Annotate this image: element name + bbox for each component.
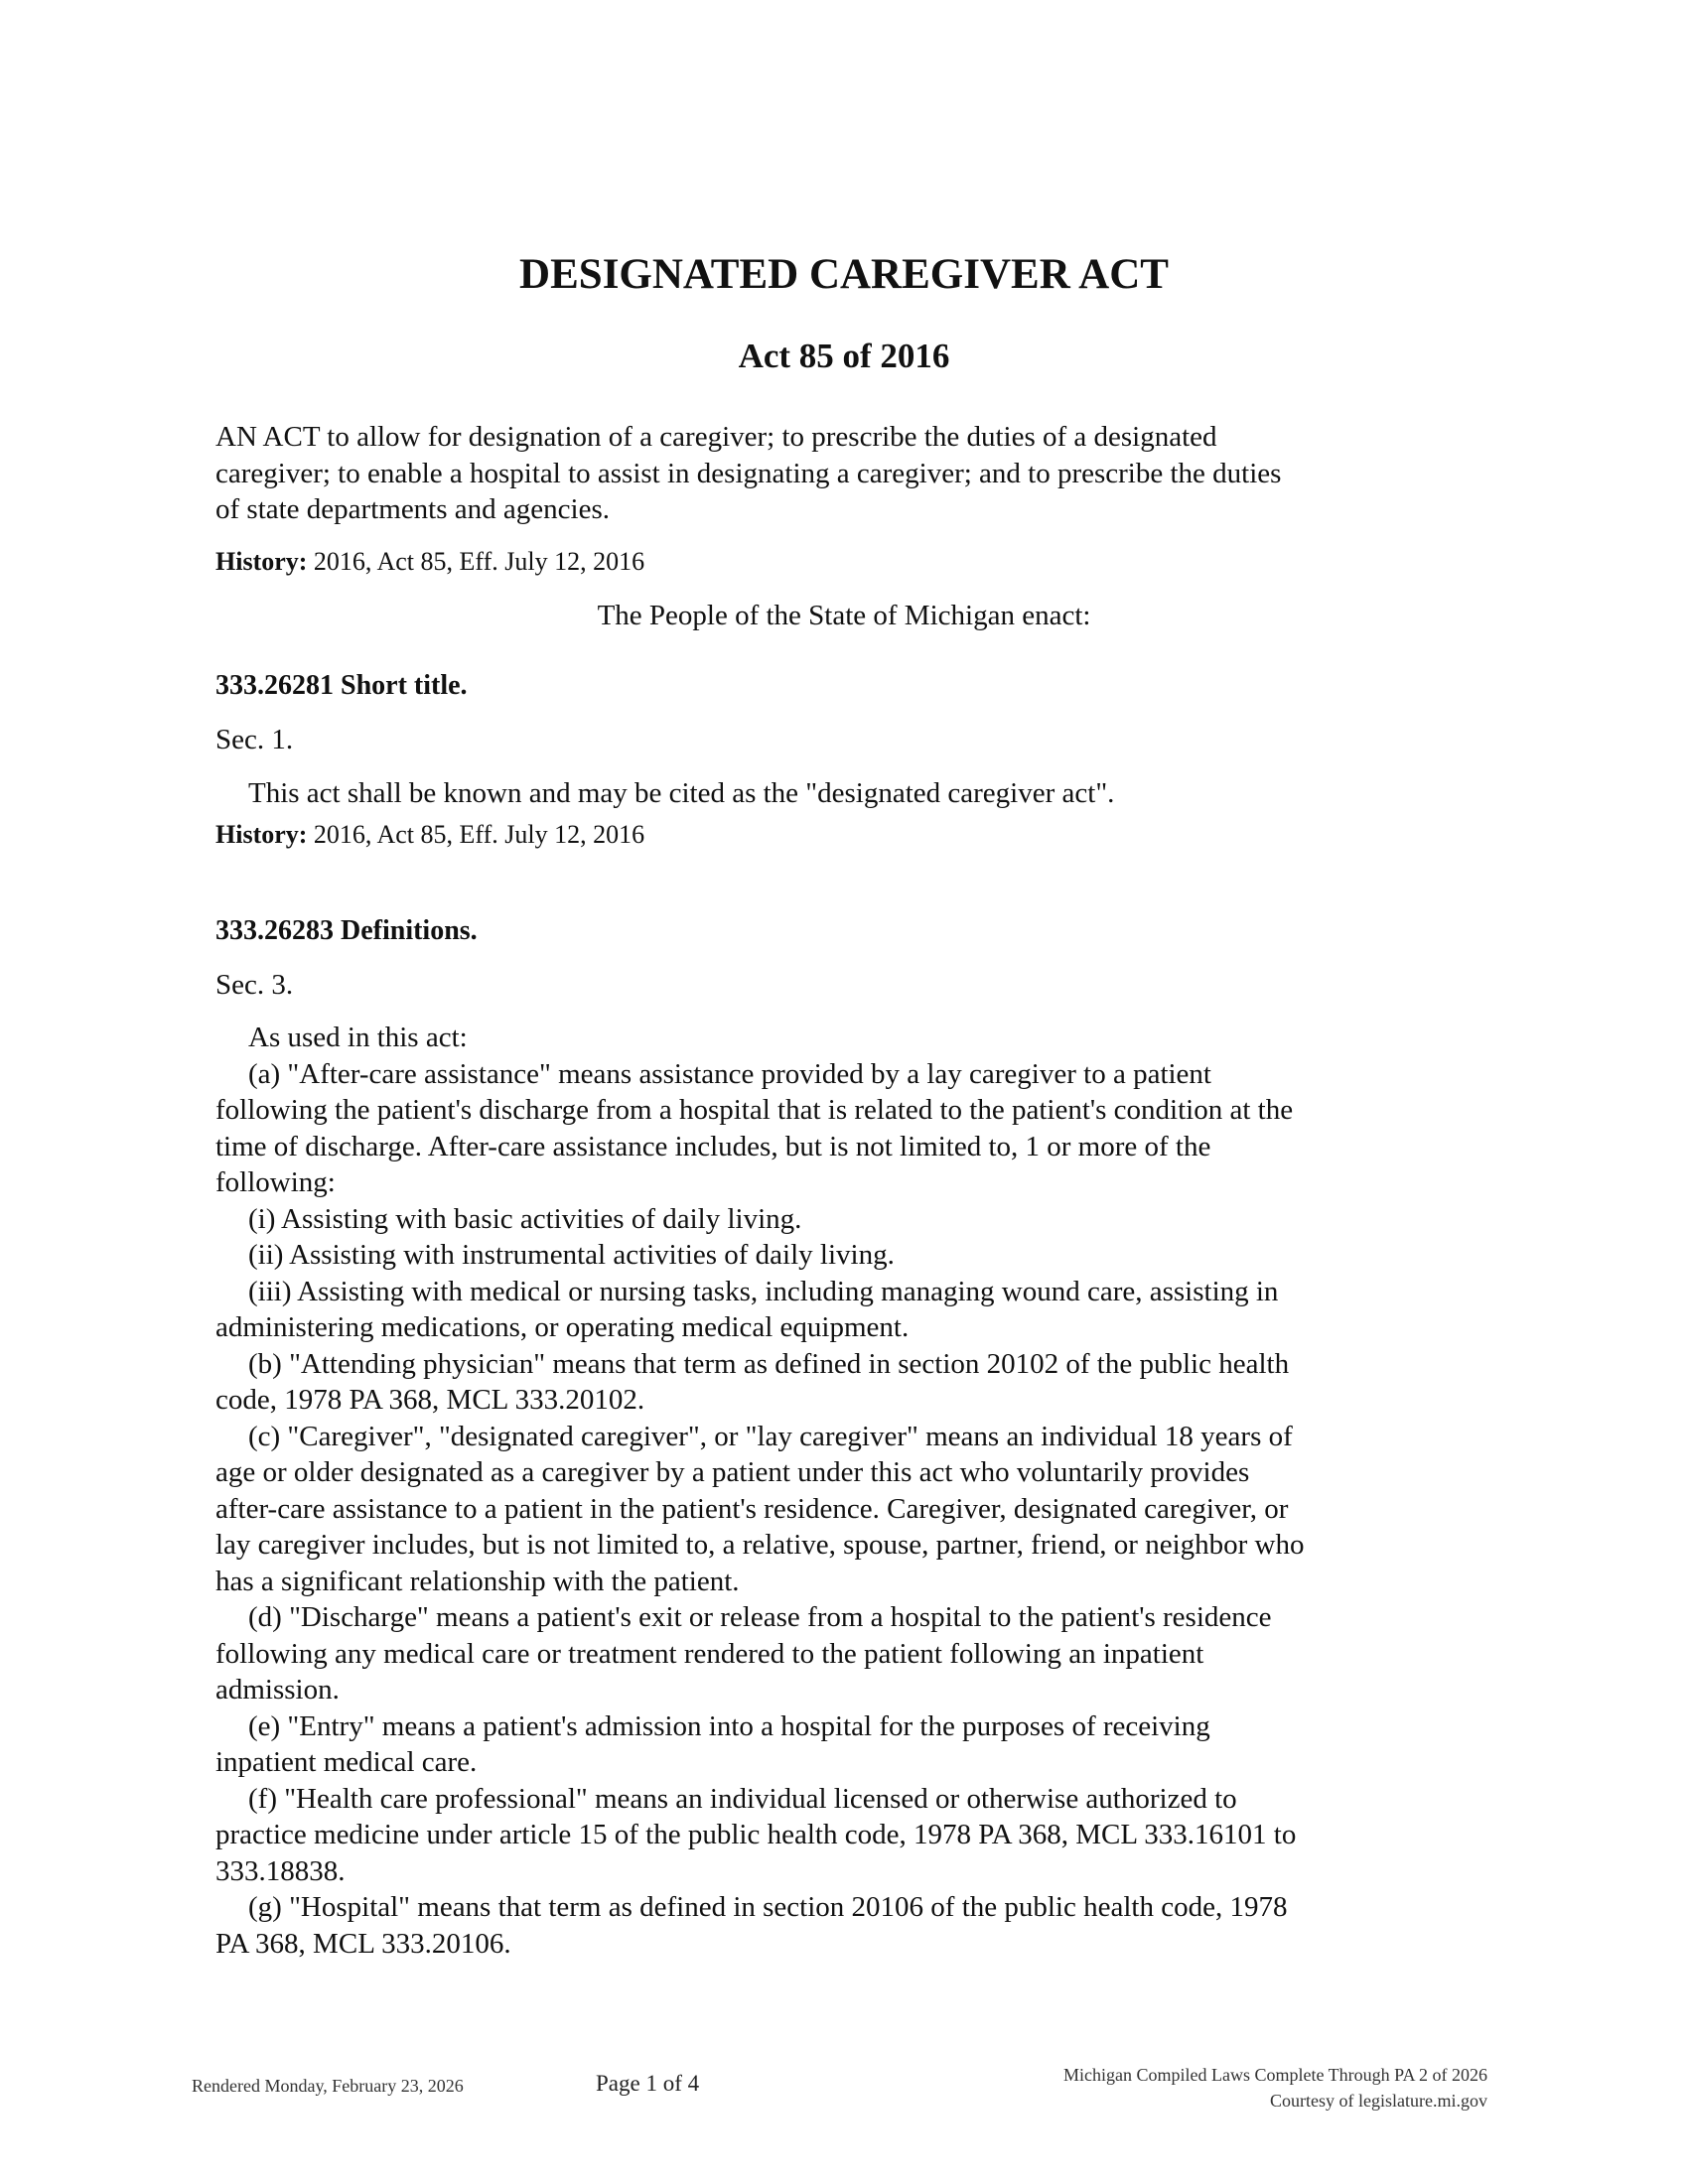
definition-text-line: admission. bbox=[215, 1674, 340, 1706]
history-text: 2016, Act 85, Eff. July 12, 2016 bbox=[307, 547, 645, 576]
definition-text-line: (a) "After-care assistance" means assistance provided by a lay caregiver to a patient bbox=[248, 1057, 1211, 1090]
history-label: History: bbox=[215, 820, 308, 849]
definition-text-line: code, 1978 PA 368, MCL 333.20102. bbox=[215, 1384, 645, 1416]
section-1-history bbox=[215, 819, 644, 851]
definition-text-line: (c) "Caregiver", "designated caregiver", or "lay caregiver" means an individual 18 years of bbox=[248, 1420, 1293, 1452]
definitions-body bbox=[215, 1020, 1496, 1962]
definition-text-line: lay caregiver includes, but is not limited to, a relative, spouse, partner, friend, or neighbor who bbox=[215, 1529, 1305, 1561]
definition-text-line: (g) "Hospital" means that term as defined in section 20106 of the public health code, 1978 bbox=[248, 1891, 1288, 1923]
definition-text-line: age or older designated as a caregiver by a patient under this act who voluntarily provides bbox=[215, 1456, 1250, 1488]
compiled-through: Michigan Compiled Laws Complete Through PA 2 of 2026 bbox=[1063, 2065, 1487, 2085]
definition-text-line: practice medicine under article 15 of the public health code, 1978 PA 368, MCL 333.16101 to bbox=[215, 1819, 1297, 1850]
section-label: Sec. 1. bbox=[215, 724, 294, 755]
page-number: Page 1 of 4 bbox=[596, 2071, 700, 2096]
definition-text-line: time of discharge. After-care assistance includes, but is not limited to, 1 or more of the bbox=[215, 1130, 1211, 1162]
history-text: 2016, Act 85, Eff. July 12, 2016 bbox=[307, 820, 645, 849]
definition-text-line: (b) "Attending physician" means that term as defined in section 20102 of the public health bbox=[248, 1347, 1290, 1380]
definition-text-line: following the patient's discharge from a hospital that is related to the patient's condition at the bbox=[215, 1094, 1294, 1126]
definition-text-line: (d) "Discharge" means a patient's exit or release from a hospital to the patient's residence bbox=[248, 1601, 1272, 1633]
footer-source bbox=[1063, 2062, 1487, 2114]
definition-text-line: (ii) Assisting with instrumental activities of daily living. bbox=[248, 1239, 895, 1271]
section-label: Sec. 3. bbox=[215, 969, 294, 1001]
section-heading-short-title: 333.26281 Short title. bbox=[215, 670, 468, 701]
definition-text-line: As used in this act: bbox=[248, 1022, 468, 1053]
definition-text-line: inpatient medical care. bbox=[215, 1746, 478, 1778]
history-label: History: bbox=[215, 547, 308, 576]
definition-text-line: PA 368, MCL 333.20106. bbox=[215, 1927, 511, 1960]
section-text-line: This act shall be known and may be cited as the "designated caregiver act". bbox=[248, 777, 1115, 809]
enacting-clause: The People of the State of Michigan enact: bbox=[597, 600, 1091, 631]
definition-text-line: has a significant relationship with the patient. bbox=[215, 1565, 740, 1597]
definition-text-line: (f) "Health care professional" means an individual licensed or otherwise authorized to bbox=[248, 1782, 1237, 1815]
act-number: Act 85 of 2016 bbox=[738, 337, 950, 375]
section-1-body bbox=[215, 775, 1496, 812]
rendered-date: Rendered Monday, February 23, 2026 bbox=[192, 2076, 464, 2096]
preamble-line: AN ACT to allow for designation of a caregiver; to prescribe the duties of a designated bbox=[215, 421, 1217, 453]
definition-text-line: following: bbox=[215, 1166, 336, 1198]
preamble-line: caregiver; to enable a hospital to assist in designating a caregiver; and to prescribe the duties bbox=[215, 457, 1282, 489]
courtesy-link[interactable]: Courtesy of legislature.mi.gov bbox=[1270, 2091, 1487, 2111]
act-history bbox=[215, 546, 644, 578]
definition-text-line: 333.18838. bbox=[215, 1854, 346, 1887]
preamble bbox=[215, 419, 1496, 528]
definition-text-line: (i) Assisting with basic activities of daily living. bbox=[248, 1202, 802, 1235]
definition-text-line: administering medications, or operating medical equipment. bbox=[215, 1311, 910, 1343]
definition-text-line: (iii) Assisting with medical or nursing tasks, including managing wound care, assisting in bbox=[248, 1275, 1279, 1307]
definition-text-line: following any medical care or treatment rendered to the patient following an inpatient bbox=[215, 1637, 1204, 1670]
section-heading-definitions: 333.26283 Definitions. bbox=[215, 915, 478, 946]
act-title: DESIGNATED CAREGIVER ACT bbox=[519, 251, 1169, 298]
definition-text-line: (e) "Entry" means a patient's admission into a hospital for the purposes of receiving bbox=[248, 1709, 1210, 1742]
definition-text-line: after-care assistance to a patient in the patient's residence. Caregiver, designated caregiver, or bbox=[215, 1492, 1289, 1525]
preamble-line: of state departments and agencies. bbox=[215, 493, 610, 525]
